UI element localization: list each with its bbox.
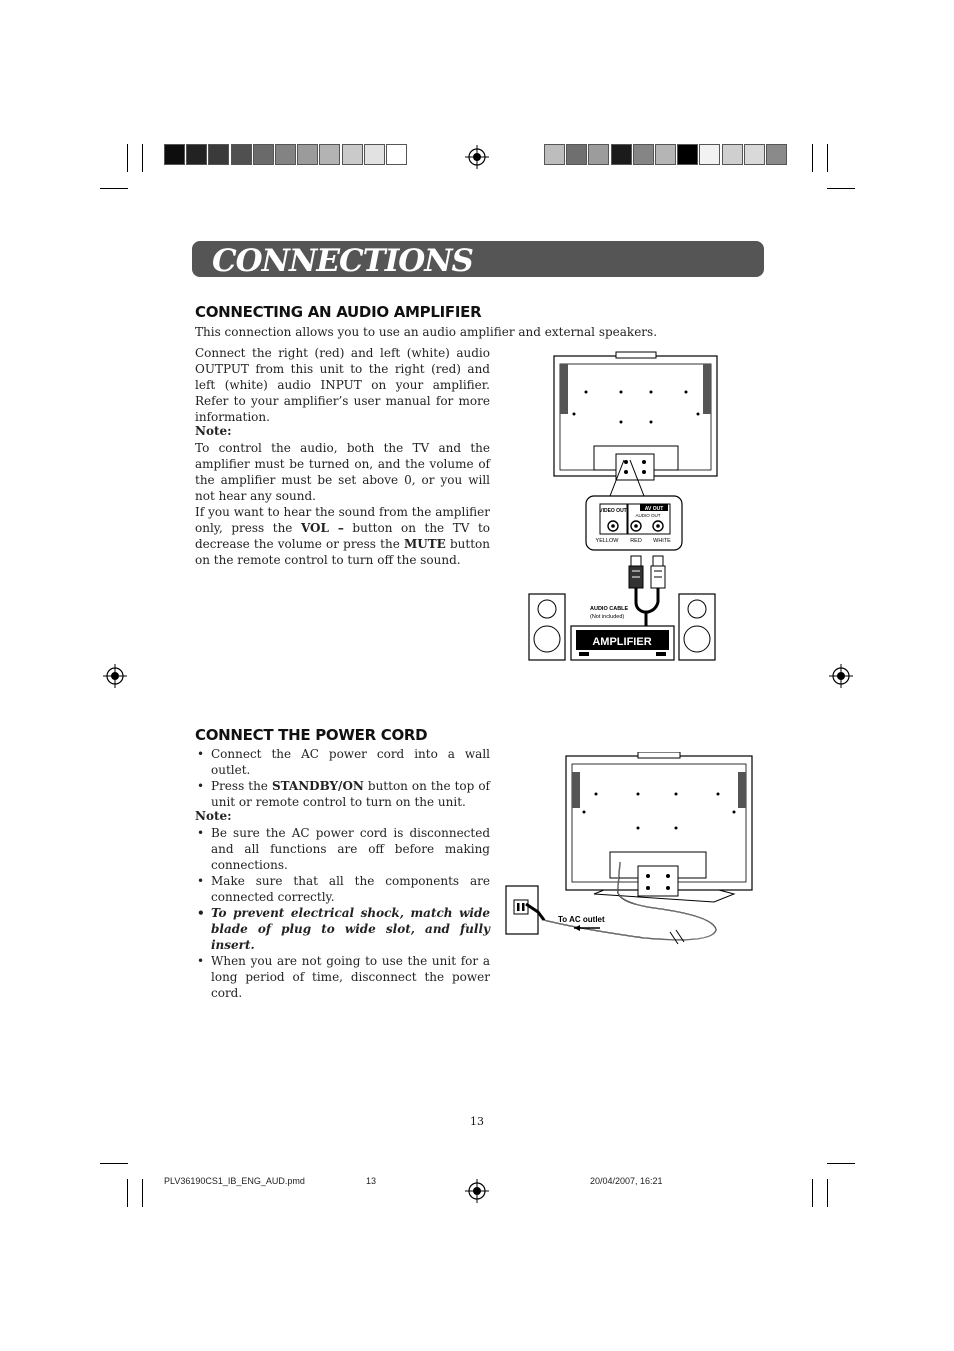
registration-mark-bottom (465, 1179, 489, 1203)
power-cord-diagram (504, 752, 754, 952)
amplifier-note-label: Note: (195, 424, 232, 438)
color-swatch (186, 144, 207, 165)
footer-filename: PLV36190CS1_IB_ENG_AUD.pmd (164, 1176, 305, 1186)
video-out-label: VIDEO OUT (599, 508, 627, 514)
standby-button-label: STANDBY/ON (271, 779, 364, 793)
color-swatch (297, 144, 318, 165)
list-item: • Connect the AC power cord into a wall outlet. (195, 746, 490, 778)
amplifier-note-p1: To control the audio, both the TV and the amplifier must be turned on, and the volume of the amplifier must be set above 0, or you will not hear any sound. (195, 441, 490, 503)
registration-mark-right (829, 664, 853, 688)
list-item: • When you are not going to use the unit for a long period of time, disconnect the power cord. (195, 953, 490, 1001)
amplifier-note-p2: If you want to hear the sound from the amplifier only, press the VOL – button on the TV to decrease the volume or press the MUTE button on the remote control to turn off the sound. (195, 505, 490, 567)
amplifier-connection-diagram (524, 350, 724, 665)
power-notes (195, 825, 490, 1001)
left-speaker (529, 594, 565, 660)
color-swatch (699, 144, 720, 165)
color-swatch (253, 144, 274, 165)
page-title-bar (192, 241, 764, 277)
list-item: • Make sure that all the components are connected correctly. (195, 873, 490, 905)
color-swatch (588, 144, 609, 165)
color-swatch (677, 144, 698, 165)
color-swatch (342, 144, 363, 165)
list-item: • To prevent electrical shock, match wide blade of plug to wide slot, and fully insert. (195, 905, 490, 953)
mute-button-label: MUTE (403, 537, 446, 551)
amplifier-label: AMPLIFIER (592, 636, 652, 648)
color-swatch (164, 144, 185, 165)
color-swatch (744, 144, 765, 165)
page-number: 13 (470, 1115, 484, 1128)
color-swatch (319, 144, 340, 165)
tv-rear-illustration (566, 752, 752, 902)
amplifier-intro: This connection allows you to use an audio amplifier and external speakers. (195, 325, 658, 339)
color-swatch (655, 144, 676, 165)
audio-out-label: AUDIO OUT (635, 513, 661, 518)
color-swatch (544, 144, 565, 165)
list-item: • Be sure the AC power cord is disconnected and all functions are off before making connections. (195, 825, 490, 873)
color-swatch (364, 144, 385, 165)
audio-cable-note: (Not included) (590, 614, 625, 620)
color-swatch (386, 144, 407, 165)
color-swatch (208, 144, 229, 165)
red-label: RED (630, 538, 642, 544)
registration-mark-top (465, 145, 489, 169)
ac-outlet-label: To AC outlet (558, 915, 605, 924)
tv-rear-illustration (554, 352, 717, 480)
footer-datetime: 20/04/2007, 16:21 (590, 1176, 663, 1186)
color-swatch (766, 144, 787, 165)
amplifier-body: Connect the right (red) and left (white) audio OUTPUT from this unit to the right (red) and left (white) audio INPUT on your amplifier. Refer to your amplifier’s user manual for more information. (195, 346, 490, 424)
color-swatch (231, 144, 252, 165)
white-label: WHITE (653, 538, 671, 544)
color-swatch (633, 144, 654, 165)
footer-page: 13 (366, 1176, 377, 1186)
audio-cable-label: AUDIO CABLE (590, 606, 629, 612)
amplifier-heading: CONNECTING AN AUDIO AMPLIFIER (195, 303, 482, 321)
vol-button-label: VOL – (300, 521, 344, 535)
registration-mark-left (103, 664, 127, 688)
power-steps (195, 746, 490, 810)
amplifier-box (571, 626, 674, 660)
color-swatch (566, 144, 587, 165)
yellow-label: YELLOW (595, 538, 619, 544)
right-speaker (679, 594, 715, 660)
av-out-label: AV OUT (644, 506, 664, 512)
list-item: • Press the STANDBY/ON button on the top of unit or remote control to turn on the unit. (195, 778, 490, 810)
wall-outlet (506, 886, 544, 934)
power-heading: CONNECT THE POWER CORD (195, 726, 428, 744)
page-title: CONNECTIONS (212, 243, 473, 279)
power-note-label: Note: (195, 809, 232, 823)
color-swatch (722, 144, 743, 165)
color-swatch (611, 144, 632, 165)
color-swatch (275, 144, 296, 165)
